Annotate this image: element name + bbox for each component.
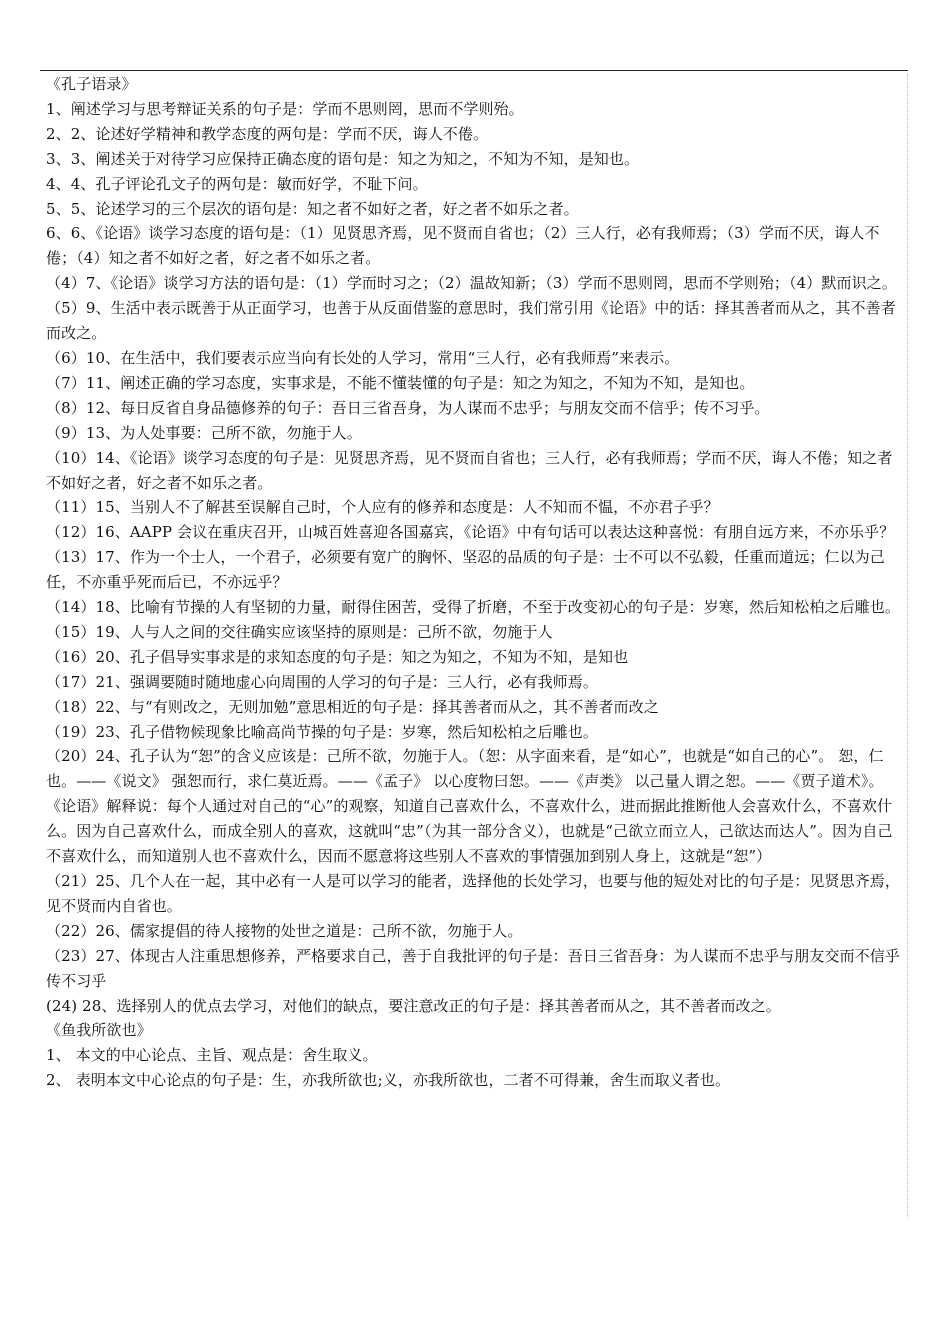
- header-rule: [40, 70, 908, 71]
- kongzi-line: （20）24、孔子认为“恕”的含义应该是：己所不欲，勿施于人。（恕：从字面来看，是“如心”，也就是“如自己的心”。 恕，仁也。——《说文》 强恕而行，求仁莫近焉。——《孟子》 以心度物曰恕。——《声类》 以己量人谓之恕。——《贾子道术》。《论语》解释说：每个人通过对自己的“心”的观察，知道自己喜欢什么，不喜欢什么，进而据此推断他人会喜欢什么，不喜欢什么。因为自己喜欢什么，而成全别人的喜欢，这就叫“忠”（为其一部分含义），也就是“己欲立而立人，己欲达而达人”。因为自己不喜欢什么，而知道别人也不喜欢什么，因而不愿意将这些别人不喜欢的事情强加到别人身上，这就是“恕”）: [46, 747, 893, 866]
- kongzi-line: 6、6、《论语》谈学习态度的语句是：（1）见贤思齐焉，见不贤而自省也；（2）三人行，必有我师焉；（3）学而不厌，诲人不倦；（4）知之者不如好之者，好之者不如乐之者。: [46, 224, 880, 268]
- kongzi-line: 5、5、论述学习的三个层次的语句是：知之者不如好之者，好之者不如乐之者。: [46, 199, 579, 218]
- kongzi-line: （7）11、阐述正确的学习态度，实事求是，不能不懂装懂的句子是：知之为知之，不知为不知，是知也。: [46, 373, 755, 392]
- kongzi-line: （4）7、《论语》谈学习方法的语句是：（1）学而时习之；（2）温故知新；（3）学而不思则罔，思而不学则殆；（4）默而识之。: [46, 274, 897, 293]
- kongzi-line: （15）19、人与人之间的交往确实应该坚持的原则是：己所不欲，勿施于人: [46, 622, 553, 641]
- kongzi-line: （21）25、几个人在一起，其中必有一人是可以学习的能者，选择他的长处学习，也要与他的短处对比的句子是：见贤思齐焉，见不贤而内自省也。: [46, 872, 900, 915]
- kongzi-line: （5）9、生活中表示既善于从正面学习，也善于从反面借鉴的意思时，我们常引用《论语》中的话：择其善者而从之，其不善者而改之。: [46, 299, 896, 343]
- margin-rule: [907, 74, 908, 1218]
- document-body: [46, 72, 902, 1093]
- kongzi-line: （18）22、与“有则改之，无则加勉”意思相近的句子是：择其善者而从之，其不善者而改之: [46, 697, 659, 716]
- kongzi-line: （17）21、强调要随时随地虚心向周围的人学习的句子是：三人行，必有我师焉。: [46, 672, 598, 691]
- section-title-kongzi: 《孔子语录》: [46, 75, 137, 93]
- kongzi-line: （22）26、儒家提倡的待人接物的处世之道是：己所不欲，勿施于人。: [46, 921, 523, 940]
- kongzi-line: （11）15、当别人不了解甚至误解自己时，个人应有的修养和态度是：人不知而不愠，不亦君子乎？: [46, 498, 719, 517]
- kongzi-line: （23）27、体现古人注重思想修养，严格要求自己，善于自我批评的句子是：吾日三省吾身：为人谋而不忠乎与朋友交而不信乎传不习乎: [46, 946, 900, 990]
- kongzi-line: （10）14、《论语》谈学习态度的句子是：见贤思齐焉，见不贤而自省也；三人行，必有我师焉；学而不厌，诲人不倦；知之者不如好之者，好之者不如乐之者。: [46, 448, 893, 492]
- kongzi-line: （14）18、比喻有节操的人有坚韧的力量，耐得住困苦，受得了折磨，不至于改变初心的句子是：岁寒，然后知松柏之后雕也。: [46, 598, 900, 617]
- yuwo-line: 2、 表明本文中心论点的句子是：生，亦我所欲也;义，亦我所欲也，二者不可得兼，舍生而取义者也。: [46, 1071, 731, 1090]
- kongzi-line: （6）10、在生活中，我们要表示应当向有长处的人学习，常用“三人行，必有我师焉”来表示。: [46, 348, 680, 367]
- kongzi-line: 3、3、阐述关于对待学习应保持正确态度的语句是：知之为知之，不知为不知，是知也。: [46, 149, 640, 168]
- yuwo-line: 1、 本文的中心论点、主旨、观点是：舍生取义。: [46, 1046, 378, 1065]
- kongzi-line: 1、阐述学习与思考辩证关系的句子是：学而不思则罔，思而不学则殆。: [46, 99, 524, 118]
- kongzi-line: （16）20、孔子倡导实事求是的求知态度的句子是：知之为知之，不知为不知，是知也: [46, 647, 629, 666]
- kongzi-line: （13）17、作为一个士人，一个君子，必须要有宽广的胸怀、坚忍的品质的句子是：士不可以不弘毅，任重而道远；仁以为己任，不亦重乎死而后已，不亦远乎？: [46, 548, 885, 592]
- section-title-yuwo: 《鱼我所欲也》: [46, 1021, 152, 1040]
- kongzi-line: 2、2、论述好学精神和教学态度的两句是：学而不厌，诲人不倦。: [46, 124, 489, 143]
- kongzi-line: （19）23、孔子借物候现象比喻高尚节操的句子是：岁寒，然后知松柏之后雕也。: [46, 722, 598, 741]
- kongzi-line: （9）13、为人处事要：己所不欲，勿施于人。: [46, 423, 362, 442]
- kongzi-line: (24) 28、选择别人的优点去学习，对他们的缺点，要注意改正的句子是：择其善者而从之，其不善者而改之。: [46, 996, 781, 1015]
- kongzi-line: （12）16、AAPP 会议在重庆召开，山城百姓喜迎各国嘉宾，《论语》中有句话可以表达这种喜悦：有朋自远方来，不亦乐乎？: [46, 523, 895, 542]
- kongzi-line: （8）12、每日反省自身品德修养的句子：吾日三省吾身，为人谋而不忠乎；与朋友交而不信乎；传不习乎。: [46, 398, 770, 417]
- kongzi-line: 4、4、孔子评论孔文子的两句是：敏而好学，不耻下问。: [46, 174, 428, 193]
